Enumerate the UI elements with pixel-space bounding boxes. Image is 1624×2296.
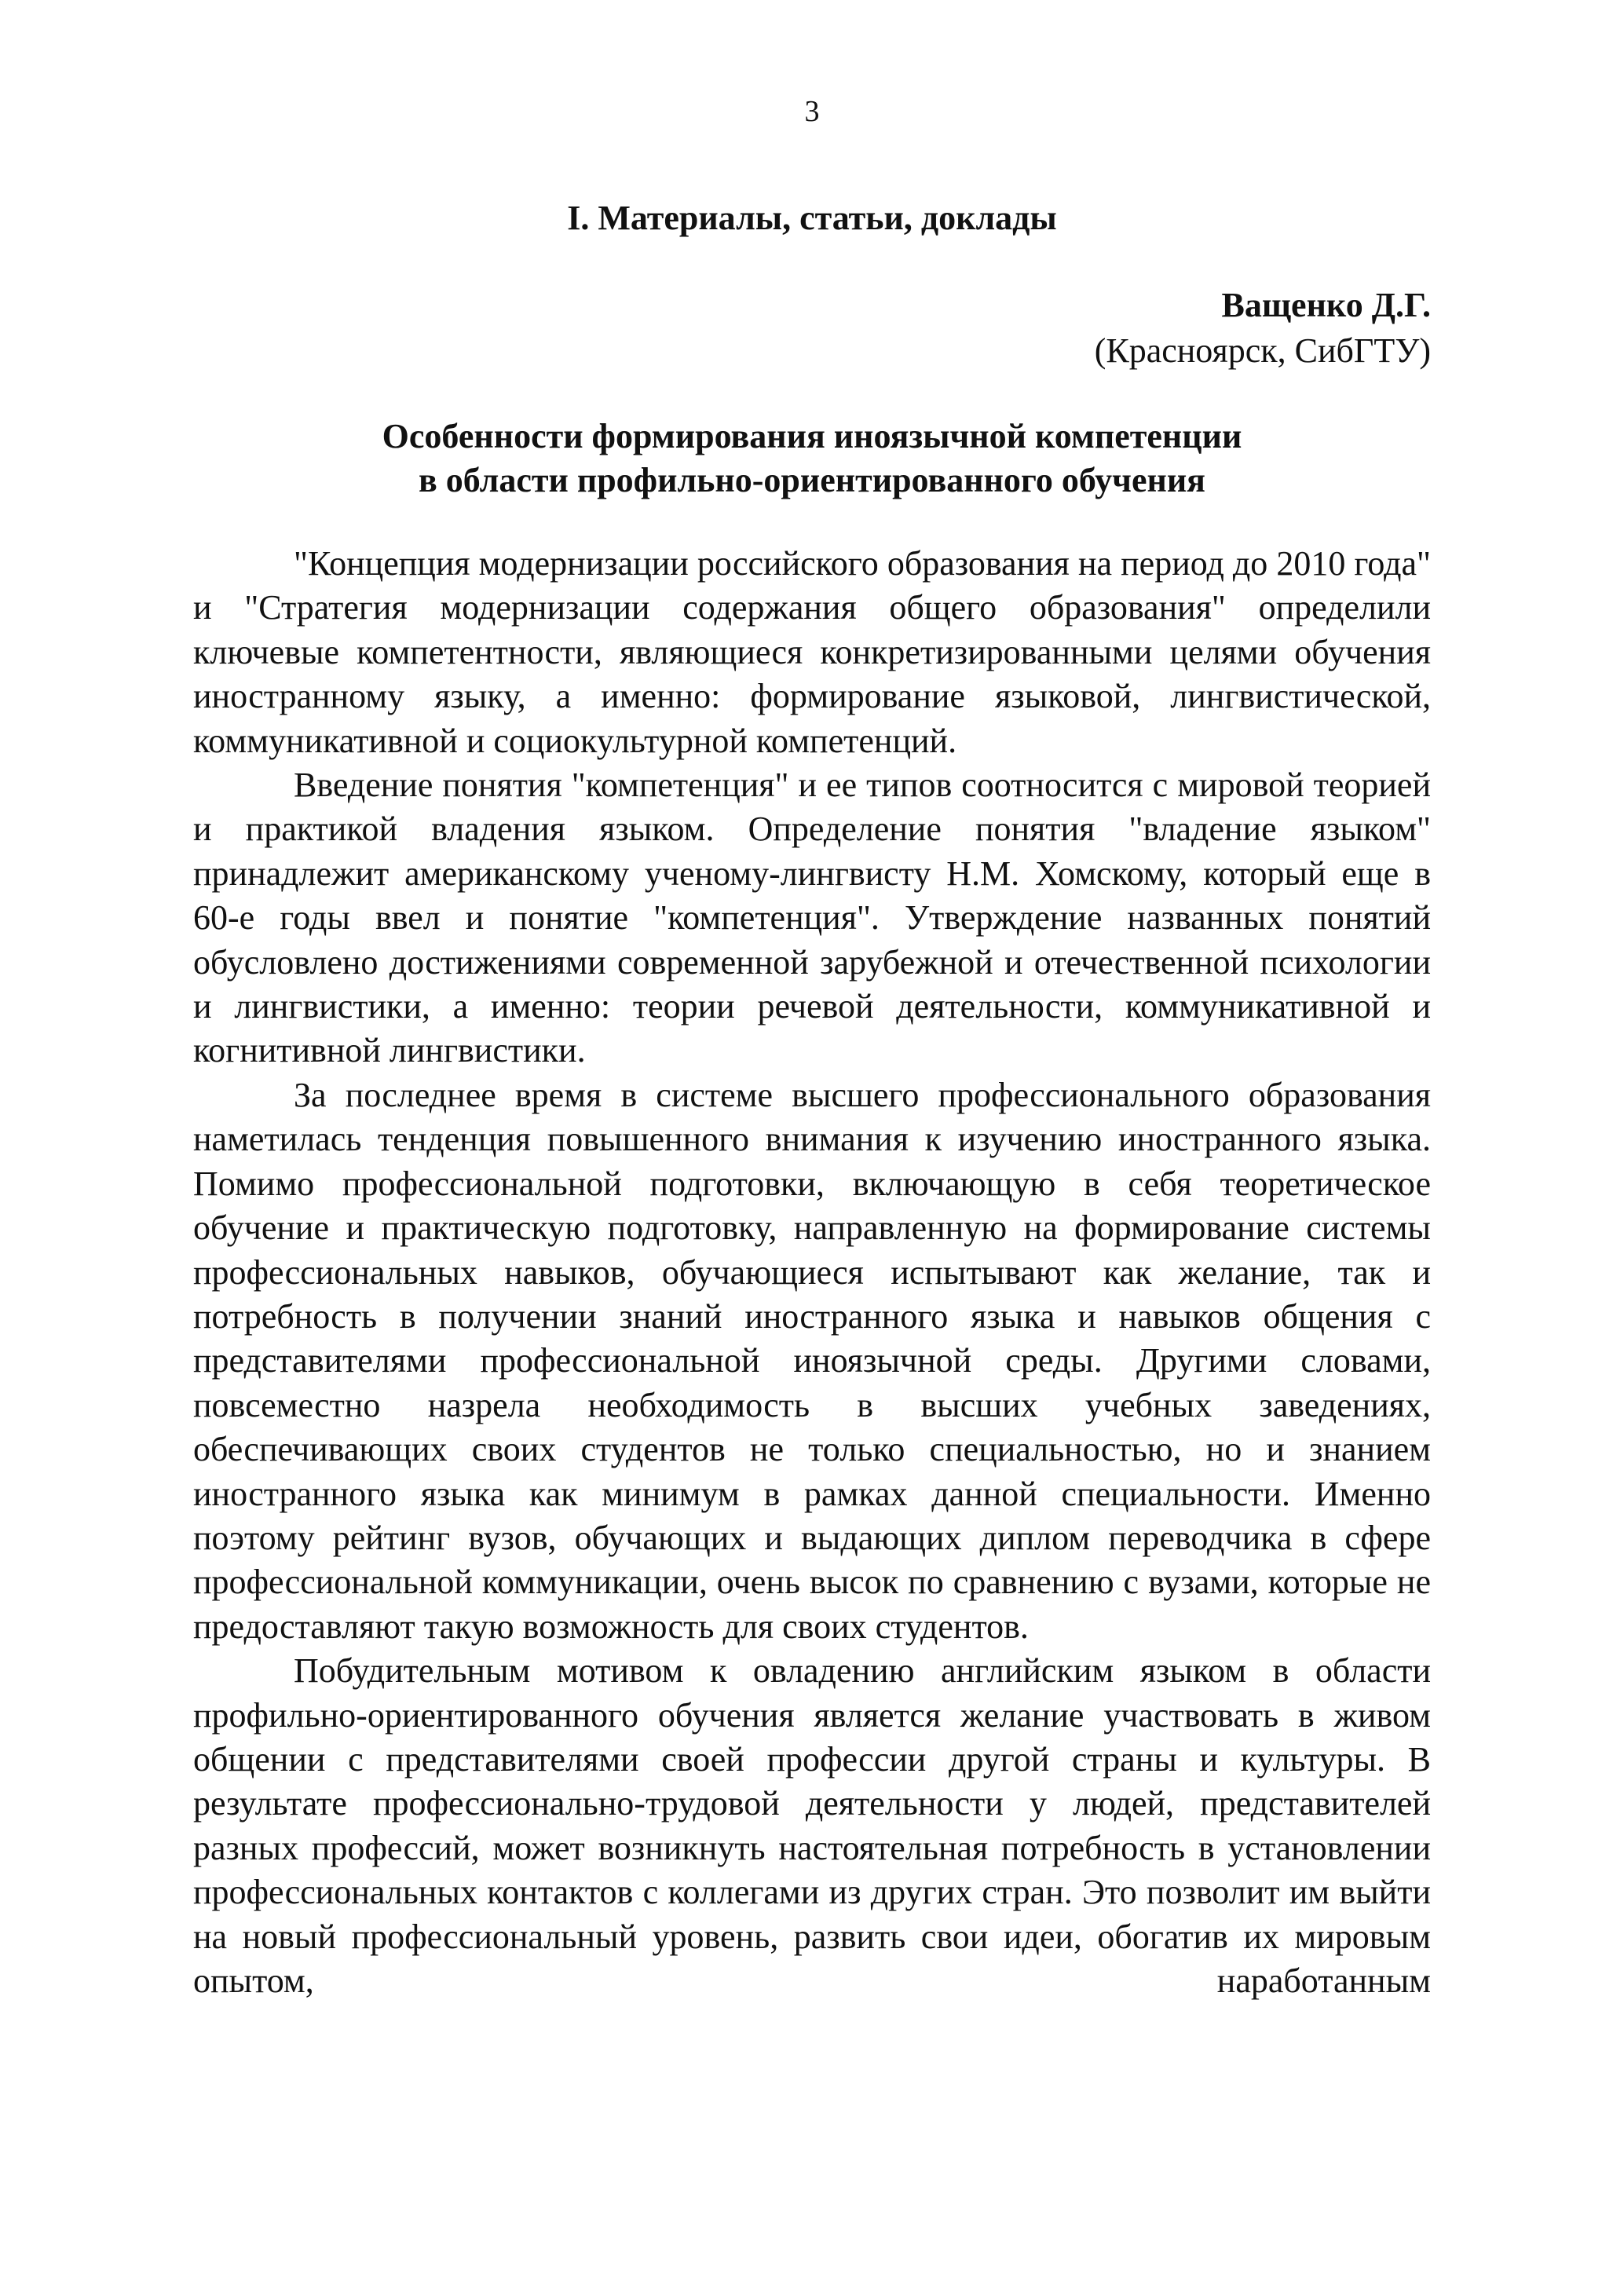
page-number: 3: [804, 95, 820, 128]
article-body: [193, 542, 1431, 2003]
article-title-line-2: в области профильно-ориентированного обучения: [419, 461, 1205, 499]
paragraph-3: За последнее время в системе высшего профессионального образования наметилась тенденция повышенного внимания к изучению иностранного языка. Помимо профессиональной подготовки, включающую в себя теоретическое обучение и практическую подготовку, направленную на формирование системы профессиональных навыков, обучающиеся испытывают как желание, так и потребность в получении знаний иностранного языка и навыков общения с представителями профессиональной иноязычной среды. Другими словами, повсеместно назрела необходимость в высших учебных заведениях, обеспечивающих своих студентов не только специальностью, но и знанием иностранного языка как минимум в рамках данной специальности. Именно поэтому рейтинг вузов, обучающих и выдающих диплом переводчика в сфере профессиональной коммуникации, очень высок по сравнению с вузами, которые не предоставляют такую возможность для своих студентов.: [193, 1075, 1431, 1646]
author-affiliation: (Красноярск, СибГТУ): [1094, 331, 1431, 370]
author-block: [1095, 283, 1431, 374]
article-title: [0, 415, 1624, 503]
author-name: Ващенко Д.Г.: [1221, 286, 1431, 324]
paragraph-4: Побудительным мотивом к овладению английским языком в области профильно-ориентированного обучения является желание участвовать в живом общении с представителями своей профессии другой страны и культуры. В результате профессионально-трудовой деятельности у людей, представителей разных профессий, может возникнуть настоятельная потребность в установлении профессиональных контактов с коллегами из других стран. Это позволит им выйти на новый профессиональный уровень, развить свои идеи, обогатив их мировым опытом, наработанным: [193, 1651, 1431, 2000]
section-heading: I. Материалы, статьи, доклады: [567, 199, 1057, 237]
article-title-line-1: Особенности формирования иноязычной компетенции: [382, 417, 1242, 455]
paragraph-2: Введение понятия "компетенция" и ее типов соотносится с мировой теорией и практикой владения языком. Определение понятия "владение языком" принадлежит американскому ученому-лингвисту Н.М. Хомскому, который еще в 60-е годы ввел и понятие "компетенция". Утверждение названных понятий обусловлено достижениями современной зарубежной и отечественной психологии и лингвистики, а именно: теории речевой деятельности, коммуникативной и когнитивной лингвистики.: [193, 766, 1431, 1070]
paragraph-1: "Концепция модернизации российского образования на период до 2010 года" и "Стратегия модернизации содержания общего образования" определили ключевые компетентности, являющиеся конкретизированными целями обучения иностранному языку, а именно: формирование языковой, лингвистической, коммуникативной и социокультурной компетенций.: [193, 544, 1431, 760]
